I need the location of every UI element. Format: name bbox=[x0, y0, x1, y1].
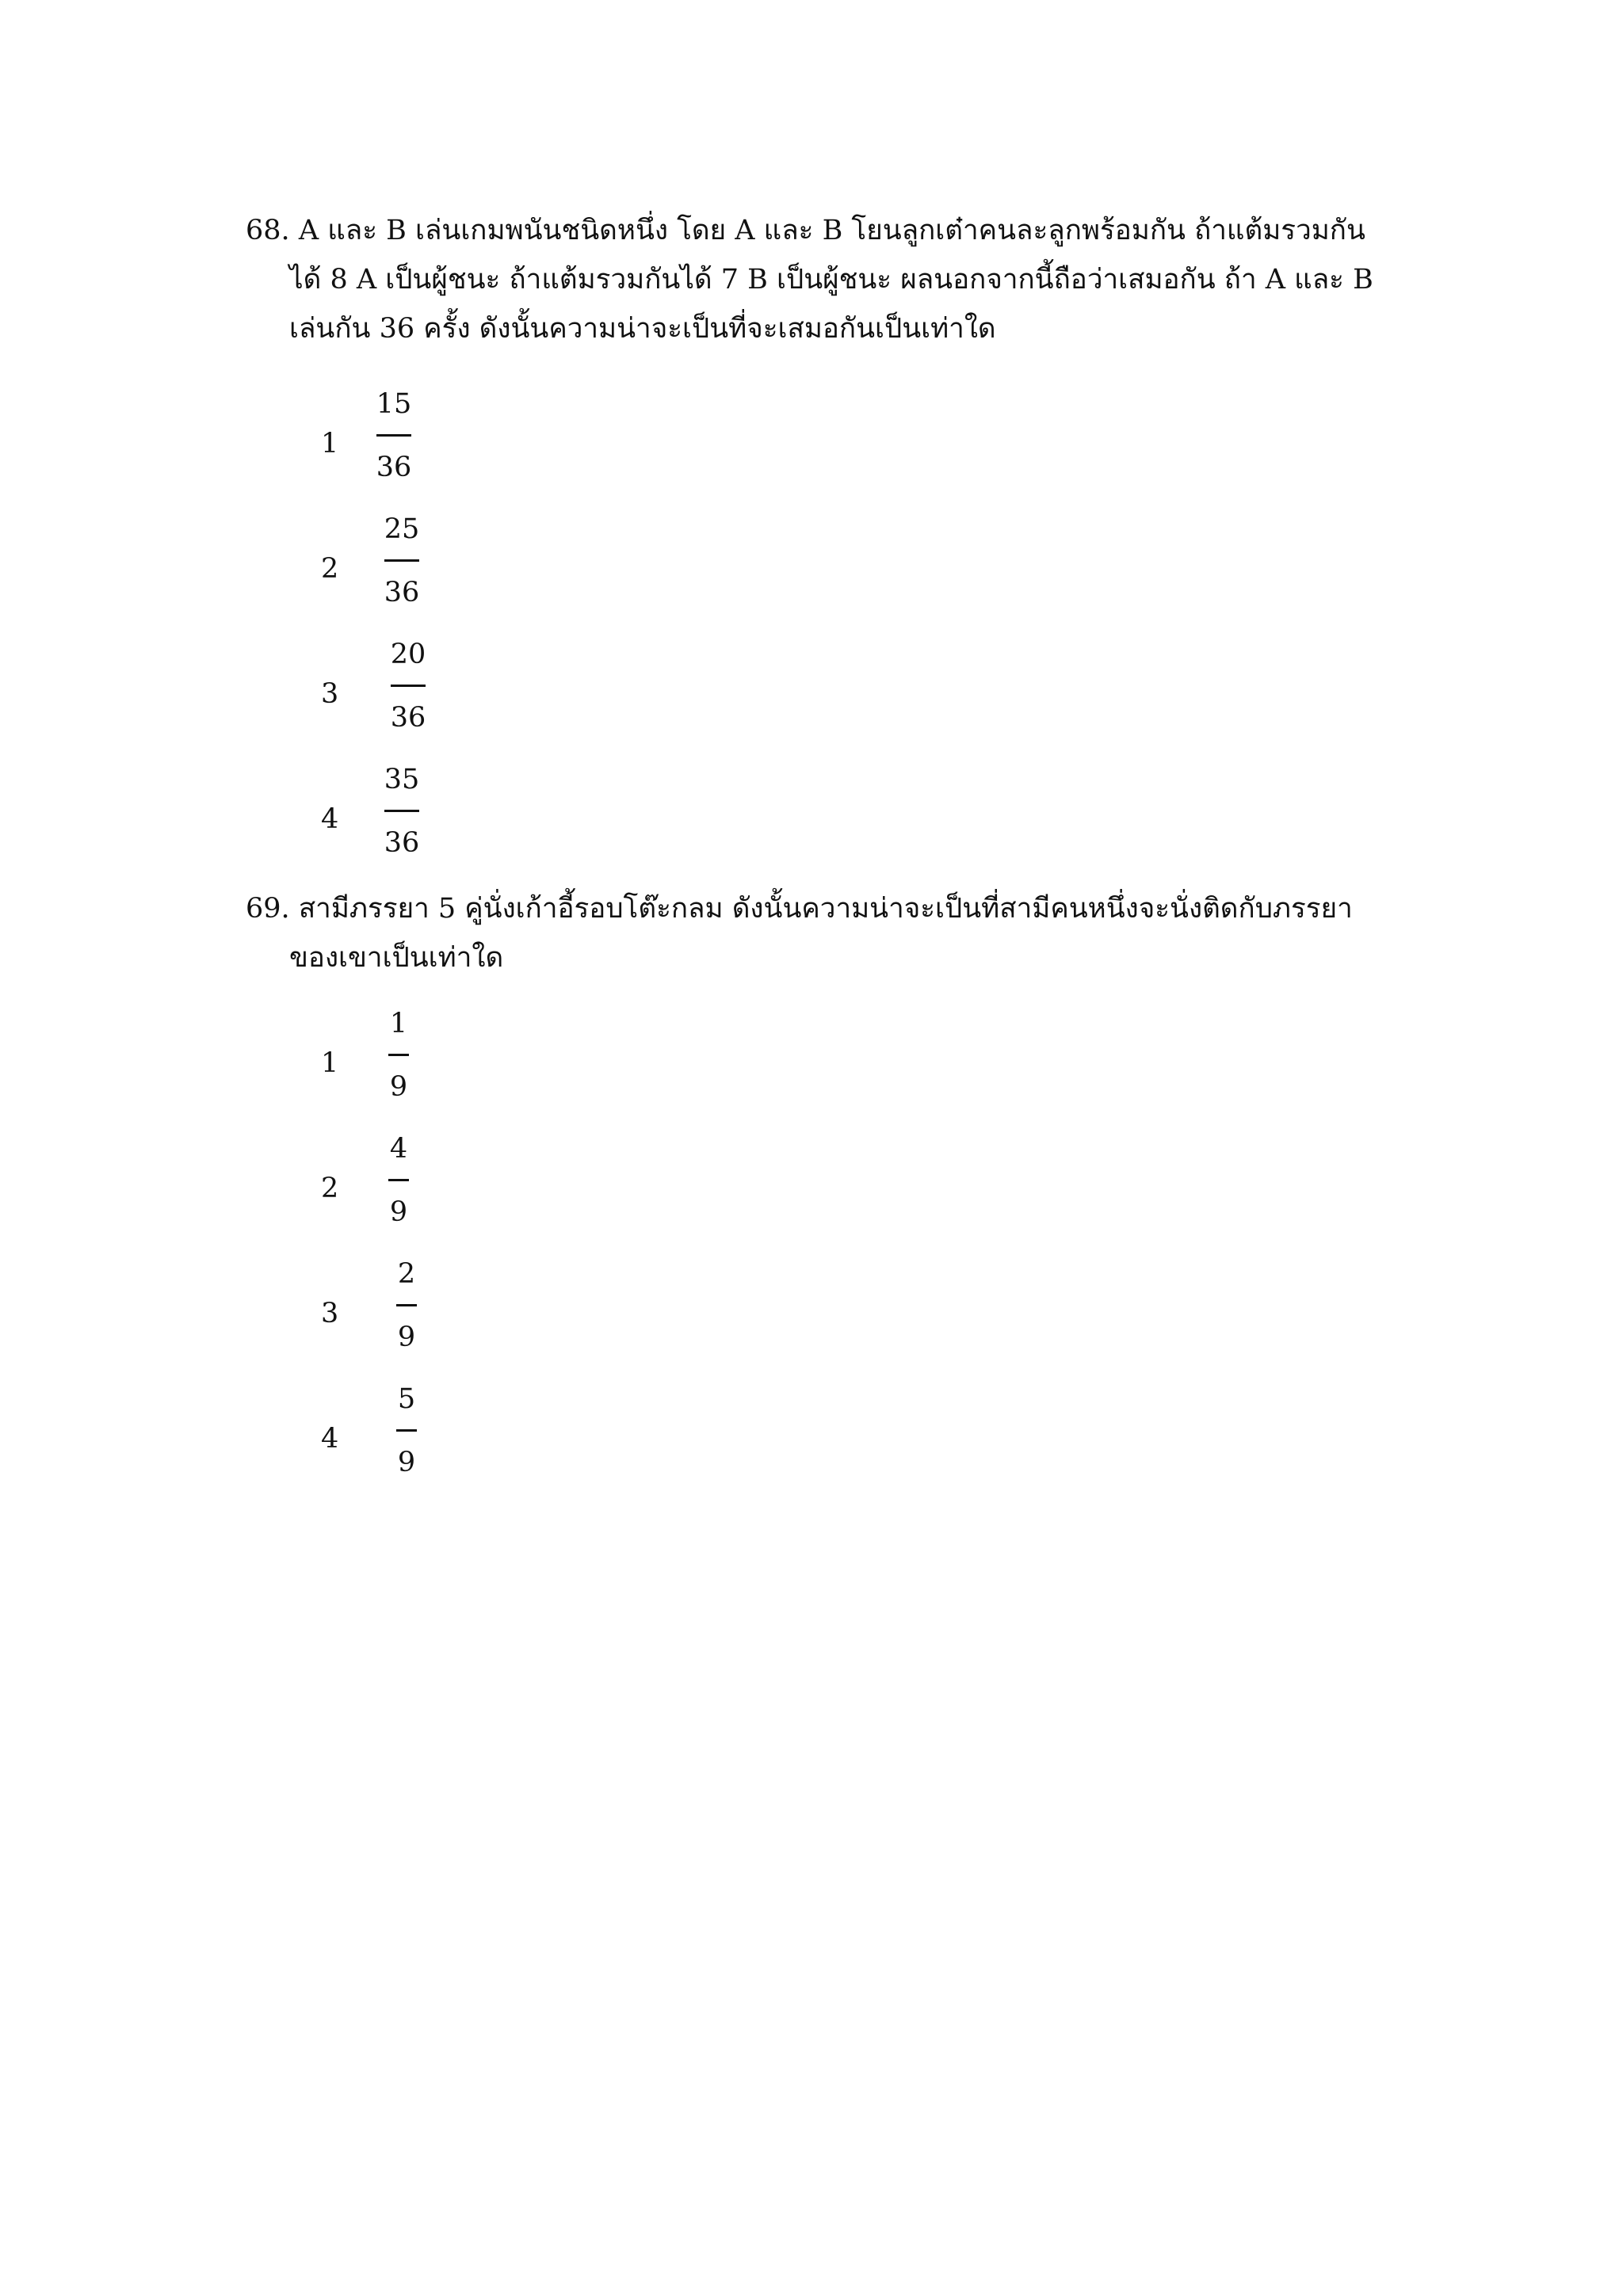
fraction bbox=[378, 764, 426, 859]
choice-label: 1 bbox=[321, 1047, 339, 1079]
fraction bbox=[383, 1258, 430, 1353]
fraction-denominator: 9 bbox=[397, 1447, 416, 1478]
fraction-numerator: 4 bbox=[389, 1133, 408, 1165]
fraction bbox=[375, 1133, 422, 1228]
fraction-denominator: 36 bbox=[384, 577, 420, 608]
fraction-numerator: 5 bbox=[397, 1383, 416, 1415]
choice-label: 3 bbox=[321, 678, 339, 710]
fraction-bar bbox=[384, 559, 419, 562]
question-68-line-3: เล่นกัน 36 ครั้ง ดังนั้นความน่าจะเป็นที่จะเสมอกันเป็นเท่าใด bbox=[289, 313, 996, 345]
choice-label: 1 bbox=[321, 428, 339, 460]
fraction-bar bbox=[376, 434, 411, 437]
choice-label: 3 bbox=[321, 1298, 339, 1329]
fraction-numerator: 35 bbox=[384, 764, 420, 795]
question-69-line-2: ของเขาเป็นเท่าใด bbox=[289, 942, 504, 974]
question-69-line-1 bbox=[246, 884, 1371, 933]
fraction-denominator: 36 bbox=[390, 702, 426, 734]
fraction-numerator: 15 bbox=[376, 388, 412, 420]
question-68 bbox=[246, 206, 1371, 353]
fraction bbox=[384, 639, 432, 734]
fraction-bar bbox=[388, 1054, 409, 1056]
fraction-numerator: 2 bbox=[397, 1258, 416, 1290]
fraction bbox=[370, 388, 418, 483]
question-68-line-1 bbox=[246, 206, 1371, 255]
fraction-denominator: 36 bbox=[376, 452, 412, 483]
fraction-bar bbox=[396, 1304, 417, 1306]
question-69 bbox=[246, 884, 1371, 982]
fraction-bar bbox=[384, 810, 419, 812]
fraction-denominator: 9 bbox=[389, 1196, 408, 1228]
fraction bbox=[375, 1008, 422, 1103]
fraction-numerator: 1 bbox=[389, 1008, 408, 1039]
fraction-denominator: 9 bbox=[389, 1071, 408, 1103]
question-69-text-1: สามีภรรยา 5 คู่นั่งเก้าอี้รอบโต๊ะกลม ดังนั้นความน่าจะเป็นที่สามีคนหนึ่งจะนั่งติดกับภรรยา bbox=[298, 893, 1353, 925]
choice-label: 2 bbox=[321, 1173, 339, 1204]
choice-label: 4 bbox=[321, 803, 339, 835]
fraction-denominator: 9 bbox=[397, 1322, 416, 1353]
question-68-text-1: A และ B เล่นเกมพนันชนิดหนึ่ง โดย A และ B โยนลูกเต๋าคนละลูกพร้อมกัน ถ้าแต้มรวมกัน bbox=[298, 215, 1365, 246]
fraction-numerator: 25 bbox=[384, 513, 420, 545]
fraction-bar bbox=[391, 685, 426, 687]
fraction-bar bbox=[396, 1429, 417, 1432]
question-68-number: 68. bbox=[246, 215, 290, 246]
fraction-bar bbox=[388, 1179, 409, 1181]
choice-label: 2 bbox=[321, 553, 339, 585]
choice-label: 4 bbox=[321, 1423, 339, 1455]
question-68-line-2: ได้ 8 A เป็นผู้ชนะ ถ้าแต้มรวมกันได้ 7 B เป็นผู้ชนะ ผลนอกจากนี้ถือว่าเสมอกัน ถ้า A และ B bbox=[289, 264, 1373, 296]
fraction-denominator: 36 bbox=[384, 827, 420, 859]
fraction-numerator: 20 bbox=[390, 639, 426, 670]
fraction bbox=[378, 513, 426, 608]
question-69-number: 69. bbox=[246, 893, 290, 925]
fraction bbox=[383, 1383, 430, 1478]
